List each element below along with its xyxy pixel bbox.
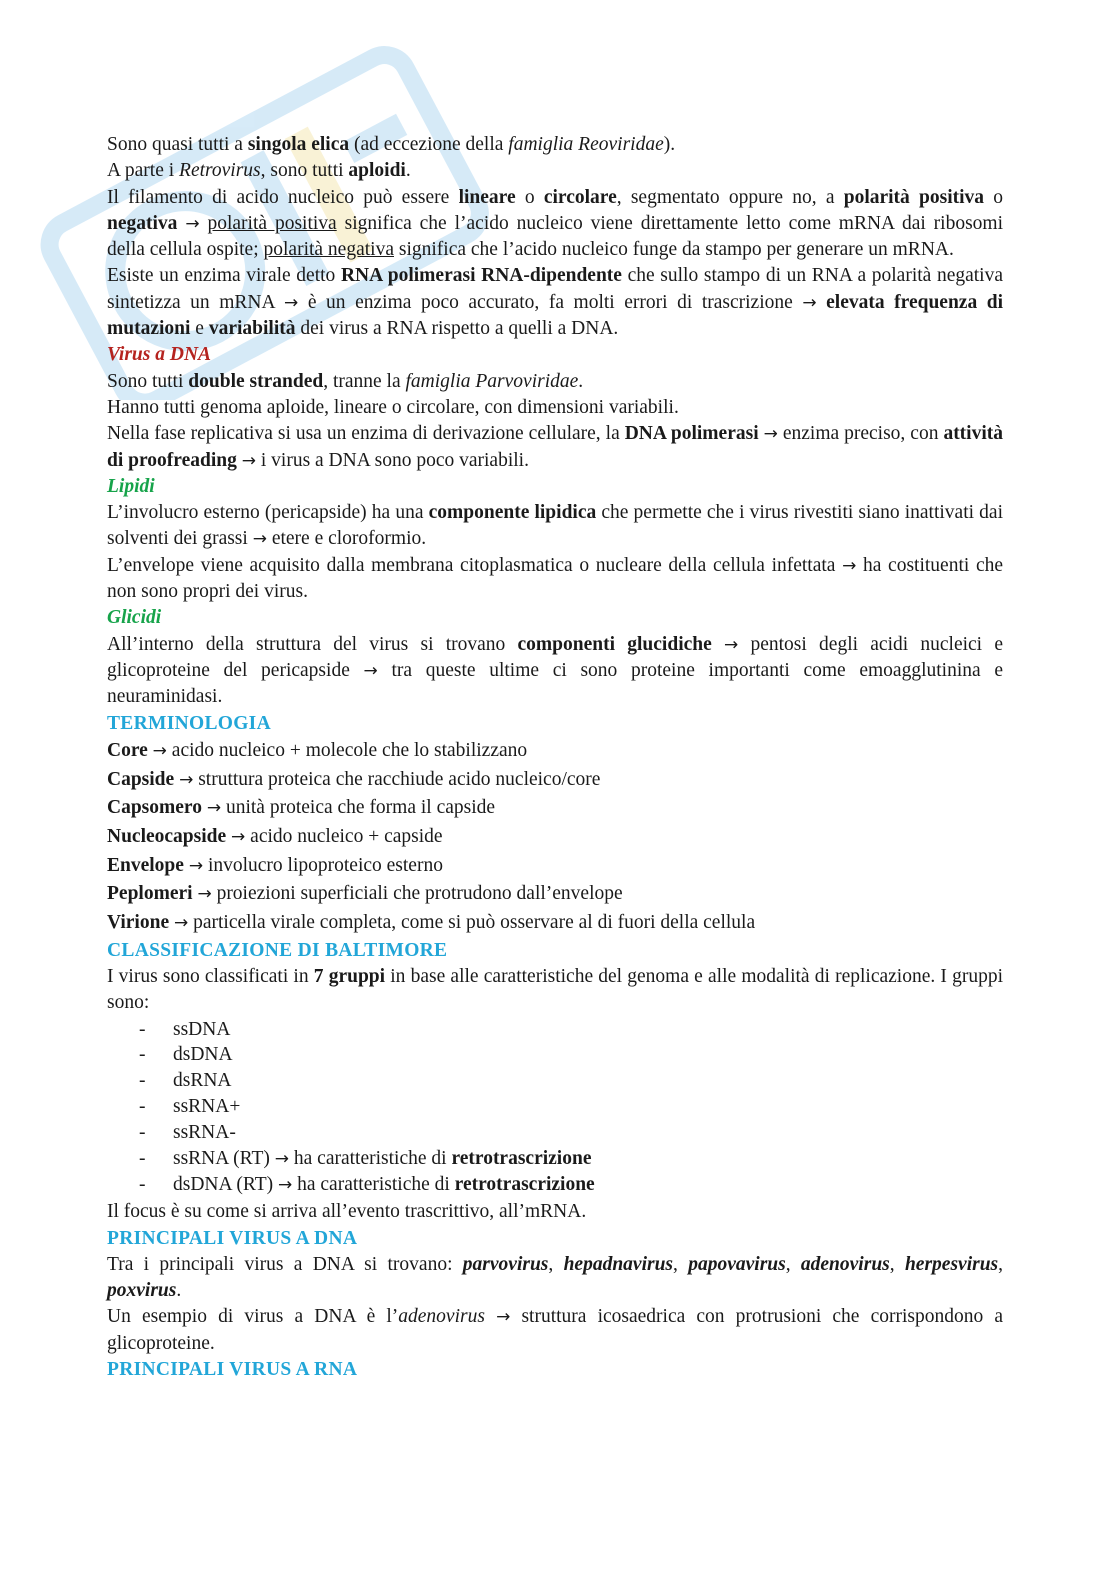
heading-baltimore: CLASSIFICAZIONE DI BALTIMORE	[107, 939, 448, 961]
term-capside: Capside → struttura proteica che racchiude acido nucleico/core	[107, 768, 601, 790]
lipidi-paragraph-2: L’envelope viene acquisito dalla membrana citoplasmatica o nucleare della cellula infettata → ha costituenti che non sono propri dei virus.	[107, 554, 1004, 603]
rna-polymerase-paragraph: Esiste un enzima virale detto RNA polimerasi RNA-dipendente che sullo stampo di un RNA a polarità negativa sintetizza un mRNA → è un enzima poco accurato, fa molti errori di trascrizione → elevata frequenza di mutazioni e variabilità dei virus a RNA rispetto a quelli a DNA.	[107, 265, 1004, 340]
term-peplomeri: Peplomeri → proiezioni superficiali che protrudono dall’envelope	[107, 883, 623, 905]
heading-lipidi: Lipidi	[107, 475, 155, 497]
arrow-icon: →	[197, 884, 212, 905]
heading-principali-dna: PRINCIPALI VIRUS A DNA	[107, 1227, 358, 1249]
arrow-icon: →	[363, 660, 378, 681]
list-item: - ssDNA	[139, 1018, 231, 1040]
polarity-paragraph: Il filamento di acido nucleico può essere lineare o circolare, segmentato oppure no, a polarità positiva o negativa → polarità positiva significa che l’acido nucleico viene direttamente letto come mRNA dai ribosomi della cellula ospite; polarità negativa significa che l’acido nucleico funge da stampo per generare un mRNA.	[107, 186, 1004, 261]
arrow-icon: →	[173, 913, 189, 934]
baltimore-paragraph: I virus sono classificati in 7 gruppi in base alle caratteristiche del genoma e alle modalità di replicazione. I gruppi sono:	[107, 966, 1004, 1014]
list-item: - ssRNA+	[139, 1096, 241, 1118]
term-envelope: Envelope → involucro lipoproteico esterno	[107, 854, 443, 876]
document-page	[107, 132, 1003, 1383]
heading-virus-dna: Virus a DNA	[107, 344, 212, 366]
arrow-icon: →	[231, 826, 246, 847]
list-item: - dsDNA (RT) → ha caratteristiche di retrotrascrizione	[139, 1174, 595, 1196]
list-item: - dsDNA	[139, 1044, 233, 1066]
lipidi-paragraph-1: L’involucro esterno (pericapside) ha una componente lipidica che permette che i virus rivestiti siano inattivati dai solventi dei grassi → etere e cloroformio.	[107, 502, 1003, 550]
dna-paragraph-1: Sono tutti double stranded, tranne la famiglia Parvoviridae.	[107, 370, 584, 392]
arrow-icon: →	[179, 769, 194, 790]
dna-paragraph-3: Nella fase replicativa si usa un enzima di derivazione cellulare, la DNA polimerasi → enzima preciso, con attività di proofreading → i virus a DNA sono poco variabili.	[107, 423, 1004, 471]
arrow-icon: →	[206, 798, 222, 819]
list-item: - dsRNA	[139, 1070, 232, 1092]
arrow-icon: →	[802, 292, 817, 313]
term-nucleocapside: Nucleocapside → acido nucleico + capside	[107, 825, 443, 847]
dna-paragraph-2: Hanno tutti genoma aploide, lineare o circolare, con dimensioni variabili.	[107, 396, 679, 418]
arrow-icon: →	[152, 740, 167, 761]
arrow-icon: →	[188, 855, 204, 876]
intro-line-2: A parte i Retrovirus, sono tutti aploidi.	[107, 160, 411, 182]
arrow-icon: →	[284, 292, 299, 313]
arrow-icon: →	[185, 213, 200, 234]
principali-dna-paragraph-2: Un esempio di virus a DNA è l’adenovirus → struttura icosaedrica con protrusioni che corrispondono a glicoproteine.	[107, 1306, 1003, 1354]
list-item: - ssRNA (RT) → ha caratteristiche di retrotrascrizione	[139, 1147, 592, 1169]
list-item: - ssRNA-	[139, 1121, 236, 1143]
term-capsomero: Capsomero → unità proteica che forma il capside	[107, 797, 496, 819]
term-virione: Virione → particella virale completa, come si può osservare al di fuori della cellula	[107, 912, 756, 934]
glicidi-paragraph: All’interno della struttura del virus si trovano componenti glucidiche → pentosi degli acidi nucleici e glicoproteine del pericapside → tra queste ultime ci sono proteine importanti come emoagglutinina e neuraminidasi.	[107, 633, 1003, 708]
arrow-icon: →	[274, 1148, 290, 1169]
intro-line-1: Sono quasi tutti a singola elica (ad eccezione della famiglia Reoviridae).	[107, 134, 676, 155]
heading-principali-rna: PRINCIPALI VIRUS A RNA	[107, 1359, 358, 1380]
baltimore-focus-line: Il focus è su come si arriva all’evento trascrittivo, all’mRNA.	[107, 1201, 587, 1223]
arrow-icon: →	[241, 450, 256, 471]
arrow-icon: →	[278, 1175, 293, 1196]
baltimore-groups-list	[107, 1017, 1003, 1200]
term-core: Core → acido nucleico + molecole che lo stabilizzano	[107, 739, 528, 761]
principali-dna-paragraph-1: Tra i principali virus a DNA si trovano: parvovirus, hepadnavirus, papovavirus, adenovirus, herpesvirus, poxvirus.	[107, 1253, 1004, 1302]
heading-glicidi: Glicidi	[107, 607, 162, 629]
heading-terminologia: TERMINOLOGIA	[107, 712, 271, 734]
arrow-icon: →	[496, 1307, 511, 1328]
arrow-icon: →	[842, 555, 857, 576]
arrow-icon: →	[763, 424, 778, 445]
arrow-icon: →	[724, 634, 739, 655]
arrow-icon: →	[252, 529, 267, 550]
